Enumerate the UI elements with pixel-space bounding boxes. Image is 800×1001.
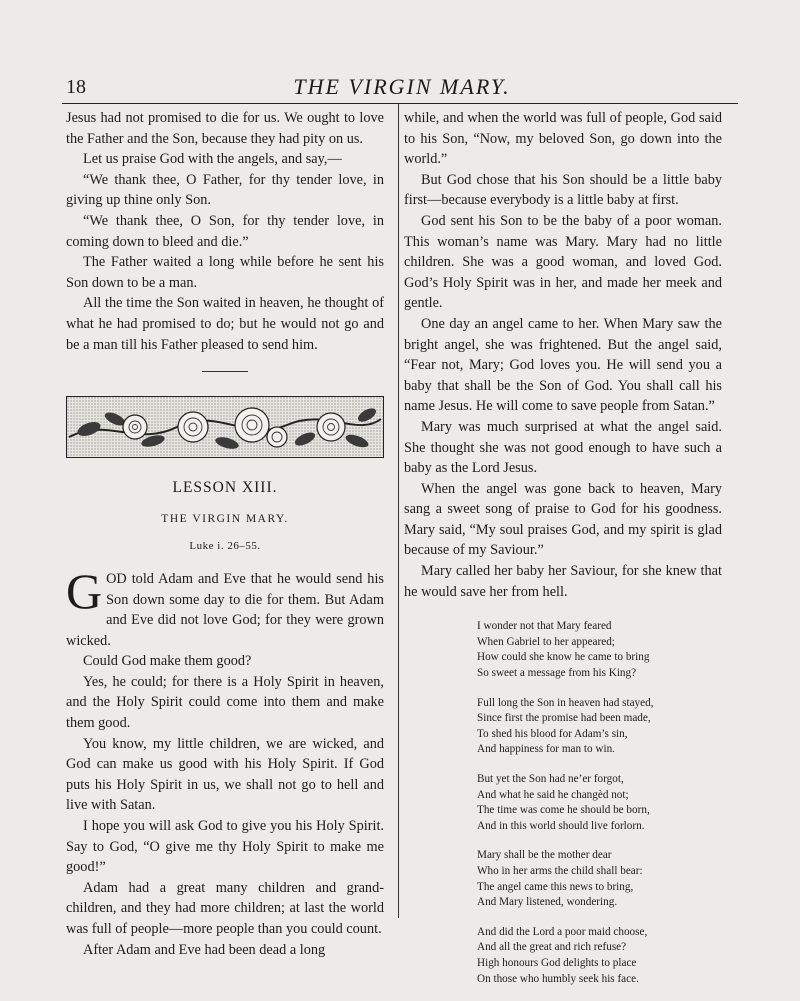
poem-line: And did the Lord a poor maid choose, (477, 925, 648, 938)
poem-line: The angel came this news to bring, (477, 880, 634, 893)
paragraph: while, and when the world was full of people, God said to his Son, “Now, my beloved Son, go down into the world.” (404, 110, 722, 168)
floral-ornament-banner (66, 396, 384, 458)
poem-stanza (477, 772, 722, 834)
left-column (66, 108, 384, 960)
poem-line: And in this world should live forlorn. (477, 819, 645, 832)
poem-line: Who in her arms the child shall bear: (477, 864, 643, 877)
paragraph: Could God make them good? (83, 653, 252, 670)
paragraph: One day an angel came to her. When Mary saw the bright angel, she was frightened. But the angel said, “Fear not, Mary; God loves you. He will send you a baby that shall be the Son of God. You shall call his name Jesus. He will come to save people from Satan.” (404, 315, 722, 415)
section-rule (202, 371, 248, 372)
poem-stanza (477, 619, 722, 681)
paragraph: Let us praise God with the angels, and say,— (83, 151, 342, 168)
paragraph: But God chose that his Son should be a little baby first—because everybody is a little baby at first. (404, 171, 722, 209)
poem-line: High honours God delights to place (477, 956, 637, 969)
paragraph: “We thank thee, O Father, for thy tender love, in giving up thine only Son. (66, 171, 384, 209)
paragraph: I hope you will ask God to give you his Holy Spirit. Say to God, “O give me thy Holy Spirit to make me good!” (66, 818, 384, 876)
poem-line: How could she know he came to bring (477, 651, 650, 664)
right-column (404, 108, 722, 1001)
poem-line: Since first the promise had been made, (477, 712, 651, 725)
paragraph: Mary called her baby her Saviour, for she knew that he would save her from hell. (404, 563, 722, 600)
poem (477, 619, 722, 987)
scripture-reference: Luke i. 26–55. (189, 540, 261, 553)
poem-stanza (477, 696, 722, 758)
paragraph: All the time the Son waited in heaven, he thought of what he had promised to do; but he would not go and be a man till his Father pleased to send him. (66, 295, 384, 353)
column-divider (398, 104, 399, 918)
running-title: THE VIRGIN MARY. (293, 74, 511, 99)
lesson-subtitle: THE VIRGIN MARY. (161, 512, 289, 525)
poem-line: And what he said he changèd not; (477, 788, 629, 801)
poem-line: And all the great and rich refuse? (477, 941, 627, 954)
poem-line: To shed his blood for Adam’s sin, (477, 727, 628, 740)
poem-line: And Mary listened, wondering. (477, 896, 618, 909)
page-number: 18 (66, 76, 86, 98)
paragraph: Jesus had not promised to die for us. We ought to love the Father and the Son, because they had pity on us. (66, 110, 384, 147)
lesson-title: LESSON XIII. (172, 479, 278, 497)
paragraph: Yes, he could; for there is a Holy Spirit in heaven, and the Holy Spirit could come into them and make them good. (66, 673, 384, 732)
rose-garland-illustration (67, 397, 383, 457)
header-rule (62, 103, 738, 104)
poem-line: So sweet a message from his King? (477, 667, 637, 680)
poem-stanza (477, 925, 722, 987)
poem-stanza (477, 848, 722, 910)
poem-line: But yet the Son had ne’er forgot, (477, 773, 624, 785)
paragraph: The Father waited a long while before he sent his Son down to be a man. (66, 254, 384, 291)
poem-line: When Gabriel to her appeared; (477, 635, 615, 648)
poem-line: I wonder not that Mary feared (477, 620, 612, 633)
opening-paragraph-text: OD told Adam and Eve that he would send his Son down some day to die for them. But Adam and Eve did not love God; for they were grown wicked. (66, 570, 384, 649)
poem-line: Mary shall be the mother dear (477, 849, 612, 862)
poem-line: And happiness for man to win. (477, 743, 615, 756)
paragraph: Adam had a great many children and grand-children, and they had more children; at last the world was full of people—more people than you could count. (66, 879, 384, 937)
poem-line: Full long the Son in heaven had stayed, (477, 696, 654, 709)
opening-paragraph (66, 562, 384, 651)
page-header (62, 74, 742, 102)
poem-line: On those who humbly seek his face. (477, 972, 639, 985)
paragraph: After Adam and Eve had been dead a long (83, 941, 326, 958)
paragraph: “We thank thee, O Son, for thy tender love, in coming down to bleed and die.” (66, 212, 384, 250)
paragraph: When the angel was gone back to heaven, Mary sang a sweet song of praise to God for his goodness. Mary said, “My soul praises God, and my spirit is glad because of my Saviour.” (404, 480, 722, 559)
paragraph: God sent his Son to be the baby of a poor woman. This woman’s name was Mary. Mary had no little children. She was a good woman, and loved God. God’s Holy Spirit was in her, and made her meek and gentle. (404, 212, 722, 312)
poem-line: The time was come he should be born, (477, 804, 650, 817)
drop-cap: G (66, 562, 103, 619)
paragraph: You know, my little children, we are wicked, and God can make us good with his Holy Spirit. If God puts his Holy Spirit in us, we shall not go to hell and live with Satan. (66, 735, 384, 814)
paragraph: Mary was much surprised at what the angel said. She thought she was not good enough to have such a baby as the Lord Jesus. (404, 418, 722, 477)
